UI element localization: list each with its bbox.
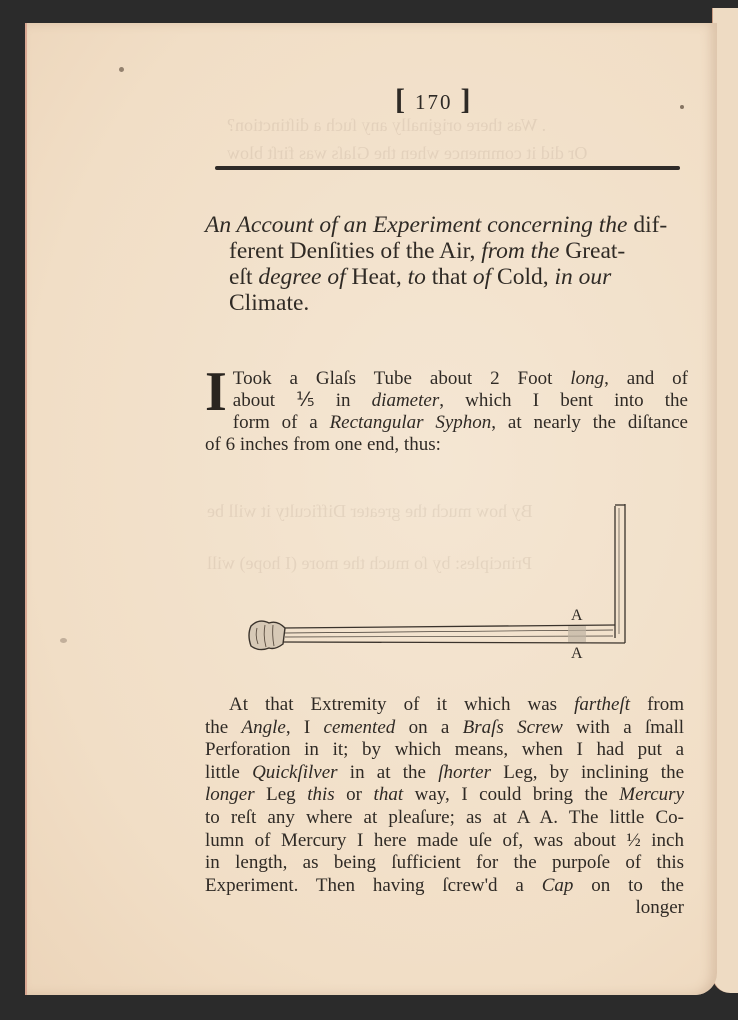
bracket-left: [ bbox=[395, 83, 407, 116]
label-a-bottom: A bbox=[571, 645, 583, 662]
text-run: ſhorter bbox=[438, 761, 491, 783]
syphon-tube-figure bbox=[245, 498, 635, 663]
text-run: dif- bbox=[633, 212, 668, 238]
text-run: on to the bbox=[573, 874, 684, 896]
text-run: from bbox=[630, 694, 684, 715]
text-line bbox=[205, 212, 683, 238]
text-run: the bbox=[205, 716, 242, 738]
page-number: 170 bbox=[415, 90, 453, 114]
text-line bbox=[205, 434, 688, 456]
text-run: ferent Denſities of the Air, bbox=[229, 238, 482, 264]
text-run: Experiment. Then having ſcrew'd a bbox=[205, 874, 542, 896]
text-run: , I bbox=[285, 716, 324, 738]
text-run: , which I bent into the bbox=[439, 390, 688, 411]
bleed-through-text: By how much the greater Difficulty it will be bbox=[207, 501, 533, 521]
text-run: form of a bbox=[232, 412, 330, 433]
text-run: Cap bbox=[541, 874, 574, 896]
text-run: in at the bbox=[337, 761, 439, 783]
text-line bbox=[205, 830, 684, 853]
brass-screw bbox=[249, 621, 285, 650]
paragraph-2 bbox=[205, 694, 684, 920]
text-run: Great- bbox=[565, 238, 626, 264]
catchword: longer bbox=[635, 897, 684, 919]
text-run: to bbox=[407, 264, 432, 290]
text-run: Mercury bbox=[619, 784, 685, 806]
text-run: degree of bbox=[258, 264, 352, 290]
text-run: from the bbox=[481, 238, 566, 264]
text-run: An Account of an Experiment concerning the bbox=[205, 212, 634, 238]
text-run: Braſs Screw bbox=[462, 716, 563, 738]
text-line bbox=[205, 784, 684, 807]
text-line bbox=[205, 852, 684, 875]
mercury-column bbox=[568, 626, 586, 642]
article-title bbox=[205, 212, 683, 316]
text-line bbox=[205, 717, 684, 740]
text-run: little bbox=[205, 761, 253, 783]
text-run: in our bbox=[554, 264, 612, 290]
bleed-through-text: . Was there originally any ſuch a diſtinction? bbox=[227, 115, 547, 135]
text-run: eſt bbox=[229, 264, 259, 290]
text-run: Quickſilver bbox=[252, 761, 338, 783]
paragraph-1 bbox=[205, 361, 688, 456]
text-run: Rectangular Syphon bbox=[329, 412, 492, 433]
text-run: that bbox=[373, 784, 404, 806]
bleed-through-text: Principles: by ſo much the more (I hope) will bbox=[207, 553, 532, 573]
drop-cap: I bbox=[205, 361, 227, 423]
text-run: of 6 inches from one end, thus: bbox=[205, 434, 441, 455]
text-run: lumn of Mercury I here made uſe of, was about ½ inch bbox=[205, 829, 684, 851]
bleed-through-text: Or did it commence when the Glaſs was firſt blow bbox=[227, 143, 588, 163]
text-line bbox=[205, 290, 683, 316]
text-run: Perforation in it; by which means, when I had put a bbox=[205, 739, 684, 761]
text-line bbox=[205, 264, 683, 290]
bracket-right: ] bbox=[460, 83, 473, 116]
text-run: longer bbox=[205, 784, 255, 806]
text-run: long bbox=[570, 368, 605, 389]
text-line bbox=[205, 739, 684, 762]
text-run: , at nearly the diſtance bbox=[491, 412, 688, 433]
ink-spot bbox=[119, 67, 124, 72]
text-run: Leg bbox=[254, 784, 308, 806]
text-run: At that Extremity of it which was bbox=[229, 694, 575, 715]
text-run: cemented bbox=[323, 716, 396, 738]
text-line bbox=[205, 390, 688, 412]
text-line bbox=[205, 694, 684, 717]
text-line bbox=[205, 875, 684, 898]
text-run: Heat, bbox=[351, 264, 408, 290]
text-run: to reſt any where at pleaſure; as at A A. The little Co- bbox=[205, 806, 684, 828]
ink-spot bbox=[60, 638, 67, 643]
text-run: Climate. bbox=[229, 290, 310, 316]
text-run: , and of bbox=[604, 368, 688, 389]
ink-spot bbox=[680, 105, 684, 109]
text-run: or bbox=[334, 784, 374, 806]
text-line bbox=[205, 807, 684, 830]
text-run: Took a Glaſs Tube about 2 Foot bbox=[232, 368, 571, 389]
text-run: fartheſt bbox=[574, 694, 631, 715]
text-run: on a bbox=[395, 716, 463, 738]
text-line bbox=[205, 762, 684, 785]
header-rule bbox=[215, 166, 680, 170]
text-run: of bbox=[472, 264, 498, 290]
label-a-top: A bbox=[571, 607, 583, 624]
text-run: in length, as being ſufficient for the purpoſe of this bbox=[205, 852, 684, 874]
text-line bbox=[205, 368, 688, 390]
text-run: about ⅕ in bbox=[232, 390, 372, 411]
text-run: Leg, by inclining the bbox=[491, 761, 685, 783]
text-line bbox=[205, 238, 683, 264]
text-run: that bbox=[431, 264, 473, 290]
text-run: diameter bbox=[371, 390, 440, 411]
text-run: Cold, bbox=[497, 264, 555, 290]
page-header bbox=[395, 83, 473, 117]
text-run: with a ſmall bbox=[562, 716, 684, 738]
text-run: Angle bbox=[241, 716, 286, 738]
text-run: way, I could bring the bbox=[403, 784, 620, 806]
text-run: this bbox=[307, 784, 335, 806]
text-line bbox=[205, 412, 688, 434]
